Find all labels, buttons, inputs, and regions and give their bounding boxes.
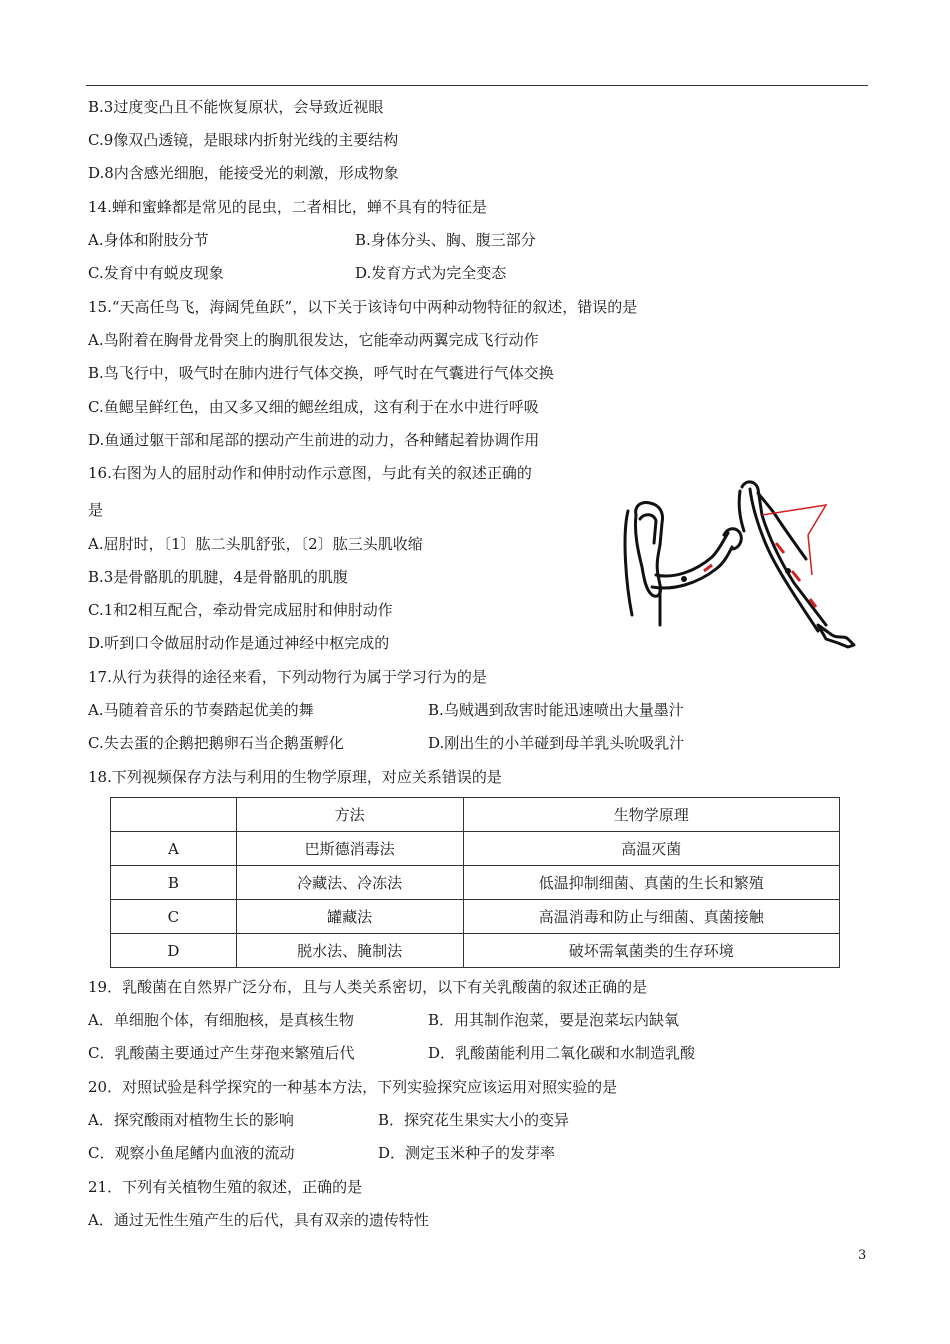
preservation-methods-table (110, 797, 840, 968)
table-cell: 巴斯德消毒法 (236, 832, 463, 866)
q14-stem: 14.蝉和蜜蜂都是常见的昆虫，二者相比，蝉不具有的特征是 (88, 198, 487, 216)
q13-option-d: D.8内含感光细胞，能接受光的刺激，形成物象 (88, 164, 399, 182)
table-row (111, 900, 840, 934)
q14-option-c: C.发育中有蜕皮现象 (88, 264, 224, 282)
elbow-flexion-extension-figure (612, 475, 882, 655)
q15-option-b: B.鸟飞行中，吸气时在肺内进行气体交换，呼气时在气囊进行气体交换 (88, 364, 554, 382)
q14-option-b: B.身体分头、胸、腹三部分 (355, 231, 536, 249)
q20-stem: 20．对照试验是科学探究的一种基本方法，下列实验探究应该运用对照实验的是 (88, 1078, 618, 1096)
q16-option-a: A.屈肘时，〔1〕肱二头肌舒张，〔2〕肱三头肌收缩 (88, 535, 423, 553)
q16-stem: 16.右图为人的屈肘动作和伸肘动作示意图，与此有关的叙述正确的 (88, 464, 532, 482)
table-cell: 脱水法、腌制法 (236, 934, 463, 968)
q17-option-d: D.刚出生的小羊碰到母羊乳头吮吸乳汁 (428, 734, 685, 752)
q15-stem: 15.“天高任鸟飞，海阔凭鱼跃”，以下关于该诗句中两种动物特征的叙述，错误的是 (88, 298, 638, 316)
q17-option-c: C.失去蛋的企鹅把鹅卵石当企鹅蛋孵化 (88, 734, 344, 752)
table-cell: 高温灭菌 (463, 832, 840, 866)
table-cell: A (111, 832, 237, 866)
q19-option-a: A．单细胞个体，有细胞核，是真核生物 (88, 1011, 354, 1029)
q18-stem: 18.下列视频保存方法与利用的生物学原理，对应关系错误的是 (88, 768, 502, 786)
table-cell: 低温抑制细菌、真菌的生长和繁殖 (463, 866, 840, 900)
table-cell: 罐藏法 (236, 900, 463, 934)
q15-option-c: C.鱼鳃呈鲜红色，由又多又细的鳃丝组成，这有利于在水中进行呼吸 (88, 398, 539, 416)
q16-option-c: C.1和2相互配合，牵动骨完成屈肘和伸肘动作 (88, 601, 393, 619)
table-header-row (111, 798, 840, 832)
q14-option-a: A.身体和附肢分节 (88, 231, 209, 249)
q17-option-b: B.乌贼遇到敌害时能迅速喷出大量墨汁 (428, 701, 684, 719)
q20-option-c: C．观察小鱼尾鳍内血液的流动 (88, 1144, 295, 1162)
table-header-cell: 方法 (236, 798, 463, 832)
table-cell: 破坏需氧菌类的生存环境 (463, 934, 840, 968)
q21-stem: 21．下列有关植物生殖的叙述，正确的是 (88, 1178, 363, 1196)
q19-option-d: D．乳酸菌能利用二氧化碳和水制造乳酸 (428, 1044, 696, 1062)
q15-option-a: A.鸟附着在胸骨龙骨突上的胸肌很发达，它能牵动两翼完成飞行动作 (88, 331, 539, 349)
q20-option-a: A．探究酸雨对植物生长的影响 (88, 1111, 294, 1129)
q17-stem: 17.从行为获得的途径来看，下列动物行为属于学习行为的是 (88, 668, 487, 686)
table-header-cell (111, 798, 237, 832)
table-header-cell: 生物学原理 (463, 798, 840, 832)
q16-option-b: B.3是骨骼肌的肌腱，4是骨骼肌的肌腹 (88, 568, 348, 586)
header-rule (86, 85, 868, 86)
table-cell: 高温消毒和防止与细菌、真菌接触 (463, 900, 840, 934)
table-cell: D (111, 934, 237, 968)
q16-stem-cont: 是 (88, 501, 104, 519)
q13-option-c: C.9像双凸透镜，是眼球内折射光线的主要结构 (88, 131, 399, 149)
q19-option-b: B．用其制作泡菜，要是泡菜坛内缺氧 (428, 1011, 680, 1029)
q14-option-d: D.发育方式为完全变态 (355, 264, 507, 282)
table-row (111, 832, 840, 866)
q19-option-c: C．乳酸菌主要通过产生芽孢来繁殖后代 (88, 1044, 355, 1062)
q21-option-a: A．通过无性生殖产生的后代，具有双亲的遗传特性 (88, 1211, 429, 1229)
q16-option-d: D.听到口令做屈肘动作是通过神经中枢完成的 (88, 634, 390, 652)
table-cell: C (111, 900, 237, 934)
table-row (111, 934, 840, 968)
table-cell: B (111, 866, 237, 900)
q15-option-d: D.鱼通过躯干部和尾部的摆动产生前进的动力，各种鳍起着协调作用 (88, 431, 540, 449)
q19-stem: 19．乳酸菌在自然界广泛分布，且与人类关系密切，以下有关乳酸菌的叙述正确的是 (88, 978, 648, 996)
table-row (111, 866, 840, 900)
q13-option-b: B.3过度变凸且不能恢复原状，会导致近视眼 (88, 98, 384, 116)
page-number: 3 (858, 1248, 867, 1263)
table-cell: 冷藏法、冷冻法 (236, 866, 463, 900)
q17-option-a: A.马随着音乐的节奏踏起优美的舞 (88, 701, 314, 719)
q20-option-b: B．探究花生果实大小的变异 (378, 1111, 570, 1129)
q20-option-d: D．测定玉米种子的发芽率 (378, 1144, 556, 1162)
